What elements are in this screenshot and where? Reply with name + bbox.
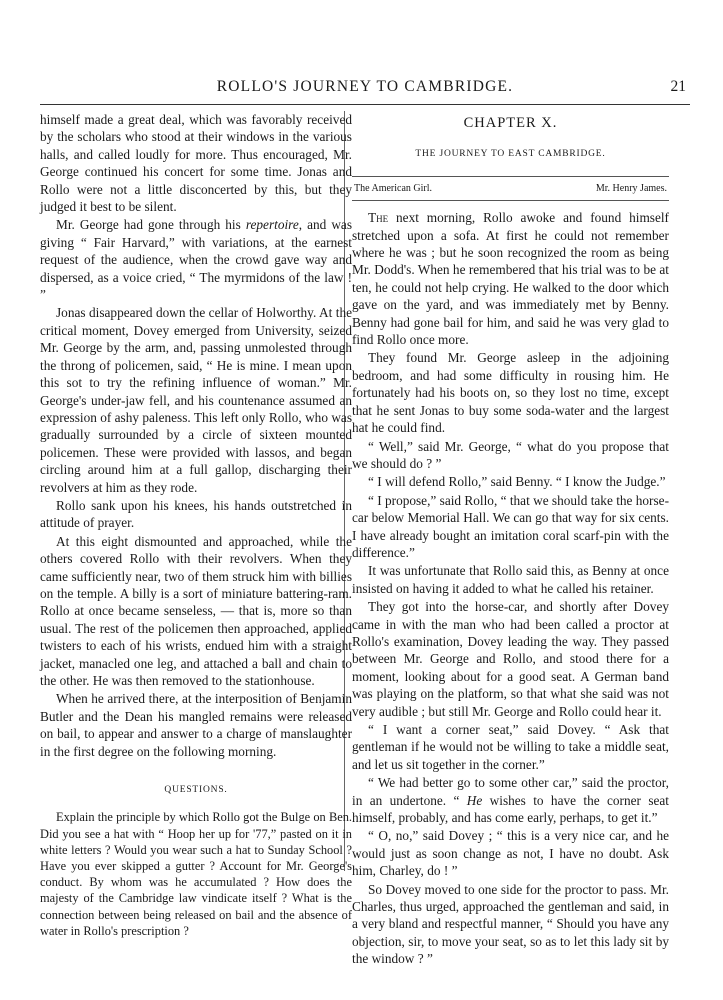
chapter-headnote	[352, 180, 669, 197]
questions-text: Explain the principle by which Rollo got the Bulge on Ben. Did you see a hat with “ Hoop her up for '77,” pasted on it in white letters ? Would you wear such a hat to Sunday School ? Have you ever skipped a gutter ? Account for Mr. George's conduct. By whom was he accumulated ? How does the majesty of the Cambridge law vindicate itself ? What is the connection between being released on bail and the absence of water in Rollo's prescription ?	[40, 810, 352, 938]
paragraph: They found Mr. George asleep in the adjoining bedroom, and had some difficulty in rousing him. He fortunately had his boots on, so they lost no time, except that he sent Jonas to buy some soda-water and the largest hat he could find.	[352, 350, 669, 436]
chapter-title: CHAPTER X.	[463, 115, 558, 131]
paragraph: “ I will defend Rollo,” said Benny. “ I know the Judge.”	[368, 474, 666, 490]
paragraph: So Dovey moved to one side for the proctor to pass. Mr. Charles, thus urged, approached the gentleman and said, in a very bland and respectful manner, “ Should you have any objection, sir, to move your seat, so as to let this lady sit by the window ? ”	[352, 881, 669, 967]
text-run: “ We had better go to some other car,” said the proctor, in an undertone. “	[352, 775, 669, 808]
text-run: next morning, Rollo awoke and found himself stretched upon a sofa. At first he could not remember where he was ; but he soon recognized the room as being Mr. Dodd's. When he remembered that his trial was to be at ten, he could not help crying. He walked to the door which gave on the yard, and was immediately met by Benny. Benny had gone bail for him, and said he was very glad to find Rollo once more.	[352, 210, 669, 348]
page-number: 21	[670, 78, 686, 95]
paragraph: “ I want a corner seat,” said Dovey. “ Ask that gentleman if he would not be willing to take a middle seat, and let us sit together in the corner.”	[352, 722, 669, 772]
headnote-left: The American Girl.	[354, 182, 433, 194]
paragraph: himself made a great deal, which was favorably received by the scholars who stood at their windows in the various halls, and called loudly for more. Thus encouraged, Mr. George continued his concert for some time. Jonas and Rollo were not a little disconcerted by this, but they judged it best to be silent.	[40, 112, 352, 215]
left-column	[40, 111, 352, 940]
paragraph: When he arrived there, at the interposition of Benjamin Butler and the Dean his mangled remains were released on bail, to appear and answer to a charge of manslaughter in the first degree on the following morning.	[40, 691, 352, 759]
page-header	[40, 78, 690, 102]
paragraph	[40, 216, 352, 303]
paragraph: It was unfortunate that Rollo said this, as Benny at once insisted on having it added to what he called his retainer.	[352, 563, 669, 596]
paragraph: They got into the horse-car, and shortly after Dovey came in with the man who had been called a proctor at Rollo's examination, Dovey leading the way. They passed between Mr. George and Rollo, and stood there for a moment, looking about for a good seat. A German band was playing on the platform, so that what she said was not very audible ; but still Mr. George and Rollo could hear it.	[352, 599, 669, 719]
lead-word: The	[368, 210, 389, 226]
questions-heading: QUESTIONS.	[164, 785, 228, 796]
running-head: ROLLO'S JOURNEY TO CAMBRIDGE.	[216, 78, 514, 95]
text-run: wishes to have the corner seat himself, probably, and has come early, perhaps, to get it.”	[352, 792, 669, 826]
paragraph: Jonas disappeared down the cellar of Holworthy. At the critical moment, Dovey emerged from University, seized Mr. George by the arm, and, passing unmolested through the throng of policemen, said, “ He is mine. I mean upon this sot to try the refining influence of woman.” Mr. George's under-jaw fell, and his countenance assumed an expression of ashy paleness. This left only Rollo, who was gradually surrounded by a circle of sixteen mounted policemen. These were provided with lassos, and began circling around him at a full gallop, discharging their revolvers at him as they rode.	[40, 305, 352, 495]
paragraph: At this eight dismounted and approached, while the others covered Rollo with their revolvers. When they came sufficiently near, two of them struck him with billies on the temple. A billy is a sort of miniature battering-ram. Rollo at once became senseless, — that is, more so than usual. The rest of the policemen then approached, applied twisters to each of his wrists, endued him with a straight jacket, manacled one leg, and attached a ball and chain to the other. He was then removed to the stationhouse.	[40, 533, 352, 688]
questions-block	[40, 809, 352, 939]
paragraph: “ I propose,” said Rollo, “ that we should take the horse-car below Memorial Hall. We can go that way for six cents. I have already bought an imitation coral scarf-pin with the difference.”	[352, 492, 669, 560]
paragraph	[352, 774, 669, 826]
italic-text: repertoire	[245, 217, 299, 233]
chapter-subtitle: THE JOURNEY TO EAST CAMBRIDGE.	[415, 149, 606, 160]
headnote-rule-bottom	[352, 200, 669, 201]
right-column	[352, 111, 669, 969]
text-run: Mr. George had gone through his	[56, 217, 246, 233]
text-run: , and was giving “ Fair Harvard,” with variations, at the earnest request of the audience, when the crowd gave way and dispersed, as a voice cried, “ The myrmidons of the law ! ”	[40, 217, 352, 303]
headnote-rule-top	[352, 176, 669, 177]
paragraph: Rollo sank upon his knees, his hands outstretched in attitude of prayer.	[40, 497, 352, 531]
italic-text: He	[466, 792, 483, 808]
paragraph	[352, 209, 669, 348]
header-rule	[40, 104, 690, 105]
paragraph: “ Well,” said Mr. George, “ what do you propose that we should do ? ”	[352, 438, 669, 471]
paragraph: “ O, no,” said Dovey ; “ this is a very nice car, and he would just as soon change as not, I have no doubt. Ask him, Charley, do ! ”	[352, 828, 669, 879]
headnote-right: Mr. Henry James.	[595, 182, 667, 194]
